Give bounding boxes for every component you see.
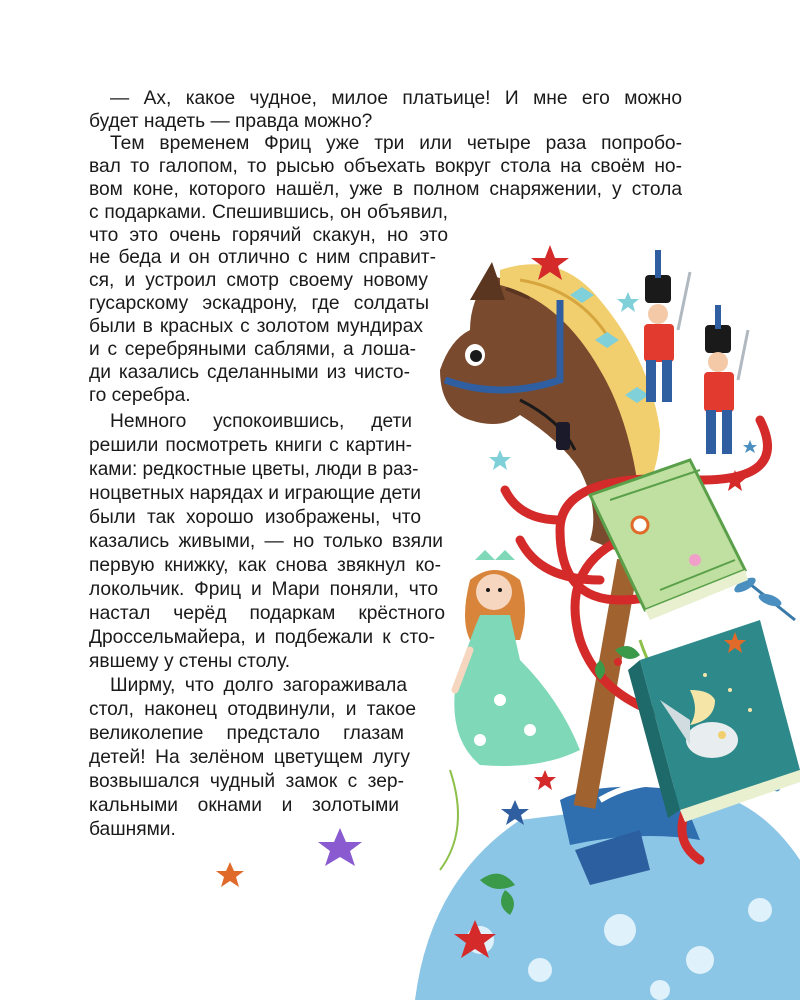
text-line: ся, и устроил смотр своему новому: [89, 270, 428, 291]
text-line: локольчик. Фриц и Мари поняли, что: [89, 579, 438, 600]
text-line: го серебра.: [89, 385, 191, 406]
text-line: ноцветных нарядах и играющие дети: [89, 483, 422, 504]
text-line: ками: редкостные цветы, люди в раз-: [89, 459, 419, 480]
text-line: кальными окнами и золотыми: [89, 795, 399, 816]
text-line: — Ах, какое чудное, милое платьице! И мне его можно: [110, 88, 682, 109]
text-line: вал то галопом, то рысью объехать вокруг стола на своём но-: [89, 156, 682, 177]
text-line: детей! На зелёном цветущем лугу: [89, 747, 410, 768]
text-line: ди казались сделанными из чисто-: [89, 362, 410, 383]
toy-soldier-icon: [704, 305, 748, 454]
text-line: казались живыми, — но только взяли: [89, 531, 443, 552]
text-line: что это очень горячий скакун, но это: [89, 225, 448, 246]
text-line: с подарками. Спешившись, он объявил,: [89, 202, 448, 223]
text-line: настал черёд подаркам крёстного: [89, 603, 445, 624]
text-line: первую книжку, как снова звякнул ко-: [89, 555, 441, 576]
text-line: стол, наконец отодвинули, и такое: [89, 699, 416, 720]
toy-soldier-icon: [644, 250, 690, 402]
text-line: вом коне, которого нашёл, уже в полном снаряжении, у стола: [89, 179, 682, 200]
text-line: возвышался чудный замок с зер-: [89, 771, 404, 792]
text-line: не беда и он отлично с ним справит-: [89, 247, 436, 268]
text-line: Немного успокоившись, дети: [110, 411, 412, 432]
text-line: Тем временем Фриц уже три или четыре раза попробо-: [110, 133, 682, 154]
text-line: были так хорошо изображены, что: [89, 507, 421, 528]
doll-icon: [454, 550, 580, 766]
text-line: Дроссельмайера, и подбежали к сто-: [89, 627, 435, 648]
text-line: явшему у стены столу.: [89, 651, 291, 672]
text-line: и с серебряными саблями, а лоша-: [89, 339, 416, 360]
text-line: гусарскому эскадрону, где солдаты: [89, 293, 429, 314]
text-line: великолепие предстало глазам: [89, 723, 404, 744]
text-line: Ширму, что долго загораживала: [110, 675, 407, 696]
text-line: башнями.: [89, 819, 176, 840]
text-line: были в красных с золотом мундирах: [89, 316, 423, 337]
text-line: решили посмотреть книги с картин-: [89, 435, 412, 456]
blue-dress-icon: [415, 782, 800, 1000]
text-line: будет надеть — правда можно?: [89, 111, 373, 132]
